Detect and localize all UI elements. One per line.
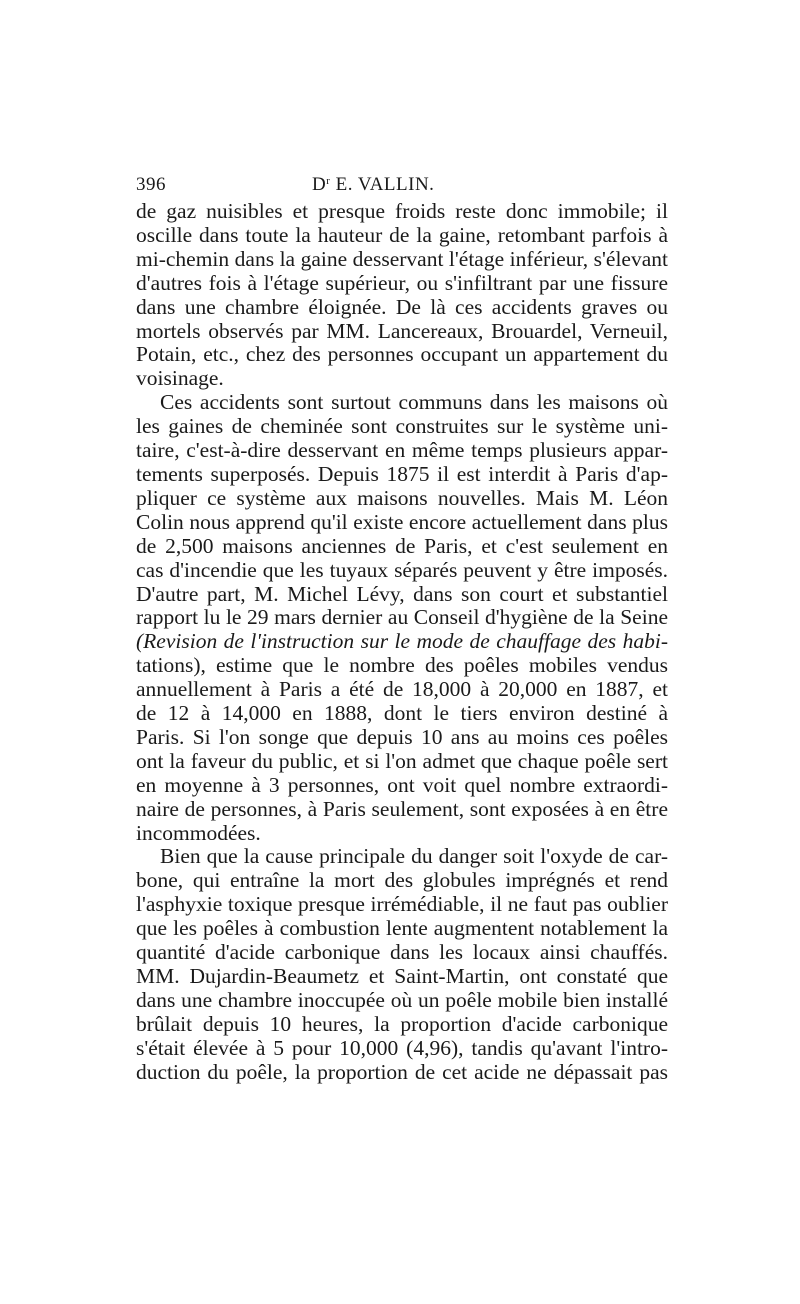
- text-line: Ces accidents sont surtout communs dans les maisons où: [160, 390, 668, 415]
- text-line: naire de personnes, à Paris seulement, sont exposées à en être: [136, 796, 668, 821]
- text-line: en moyenne à 3 personnes, ont voit quel nombre extraordi-: [136, 772, 668, 797]
- text-line: mi-chemin dans la gaine desservant l'étage inférieur, s'élevant: [136, 246, 668, 271]
- author-name: E. VALLIN.: [335, 174, 435, 195]
- text-line: d'autres fois à l'étage supérieur, ou s'infiltrant par une fissure: [136, 270, 668, 295]
- text-line: cas d'incendie que les tuyaux séparés peuvent y être imposés.: [136, 557, 668, 582]
- text-line: les gaines de cheminée sont construites sur le système uni-: [136, 414, 668, 439]
- body-text: [136, 200, 668, 1085]
- text-line: Potain, etc., chez des personnes occupant un appartement du: [136, 342, 668, 367]
- text-line: ont la faveur du public, et si l'on admet que chaque poêle sert: [136, 748, 668, 773]
- author-sup: r: [326, 175, 331, 187]
- text-line: dans une chambre inoccupée où un poêle mobile bien installé: [136, 987, 668, 1012]
- text-line: incommodées.: [136, 820, 261, 845]
- text-line: voisinage.: [136, 366, 224, 391]
- text-line: annuellement à Paris a été de 18,000 à 20,000 en 1887, et: [136, 677, 668, 702]
- text-line: quantité d'acide carbonique dans les locaux ainsi chauffés.: [136, 940, 668, 965]
- text-line: de 12 à 14,000 en 1888, dont le tiers environ destiné à: [136, 701, 668, 726]
- text-line: bone, qui entraîne la mort des globules imprégnés et rend: [136, 868, 668, 893]
- text-line: pliquer ce système aux maisons nouvelles. Mais M. Léon: [136, 485, 668, 510]
- page-number: 396: [136, 174, 166, 195]
- text-line: Bien que la cause principale du danger soit l'oxyde de car-: [160, 844, 668, 869]
- text-line: tements superposés. Depuis 1875 il est interdit à Paris d'ap-: [136, 461, 668, 486]
- text-line: Colin nous apprend qu'il existe encore actuellement dans plus: [136, 509, 668, 534]
- text-line: de 2,500 maisons anciennes de Paris, et c'est seulement en: [136, 533, 668, 558]
- text-line: de gaz nuisibles et presque froids reste donc immobile; il: [136, 199, 668, 223]
- text-line: l'asphyxie toxique presque irrémédiable, il ne faut pas oublier: [136, 892, 668, 917]
- text-line: oscille dans toute la hauteur de la gaine, retombant parfois à: [136, 222, 668, 247]
- author-prefix: D: [312, 174, 327, 195]
- text-line: MM. Dujardin-Beaumetz et Saint-Martin, ont constaté que: [136, 964, 668, 988]
- text-line: D'autre part, M. Michel Lévy, dans son court et substantiel: [136, 581, 668, 606]
- book-page: [136, 170, 668, 1085]
- running-head: [136, 170, 668, 200]
- text-line: tations), estime que le nombre des poêles mobiles vendus: [136, 653, 668, 678]
- text-line: dans une chambre éloignée. De là ces accidents graves ou: [136, 294, 668, 319]
- text-line: que les poêles à combustion lente augmentent notablement la: [136, 916, 668, 941]
- text-line: rapport lu le 29 mars dernier au Conseil d'hygiène de la Seine: [136, 605, 668, 630]
- text-line: Paris. Si l'on songe que depuis 10 ans au moins ces poêles: [136, 724, 668, 749]
- text-line: mortels observés par MM. Lancereaux, Brouardel, Verneuil,: [136, 318, 668, 343]
- text-line: s'était élevée à 5 pour 10,000 (4,96), tandis qu'avant l'intro-: [136, 1035, 668, 1060]
- text-line: (Revision de l'instruction sur le mode de chauffage des habi-: [136, 629, 668, 654]
- text-line: brûlait depuis 10 heures, la proportion d'acide carbonique: [136, 1011, 668, 1036]
- author-header: [312, 174, 434, 196]
- text-line: taire, c'est-à-dire desservant en même temps plusieurs appar-: [136, 438, 668, 463]
- text-line: duction du poêle, la proportion de cet acide ne dépassait pas: [136, 1059, 668, 1084]
